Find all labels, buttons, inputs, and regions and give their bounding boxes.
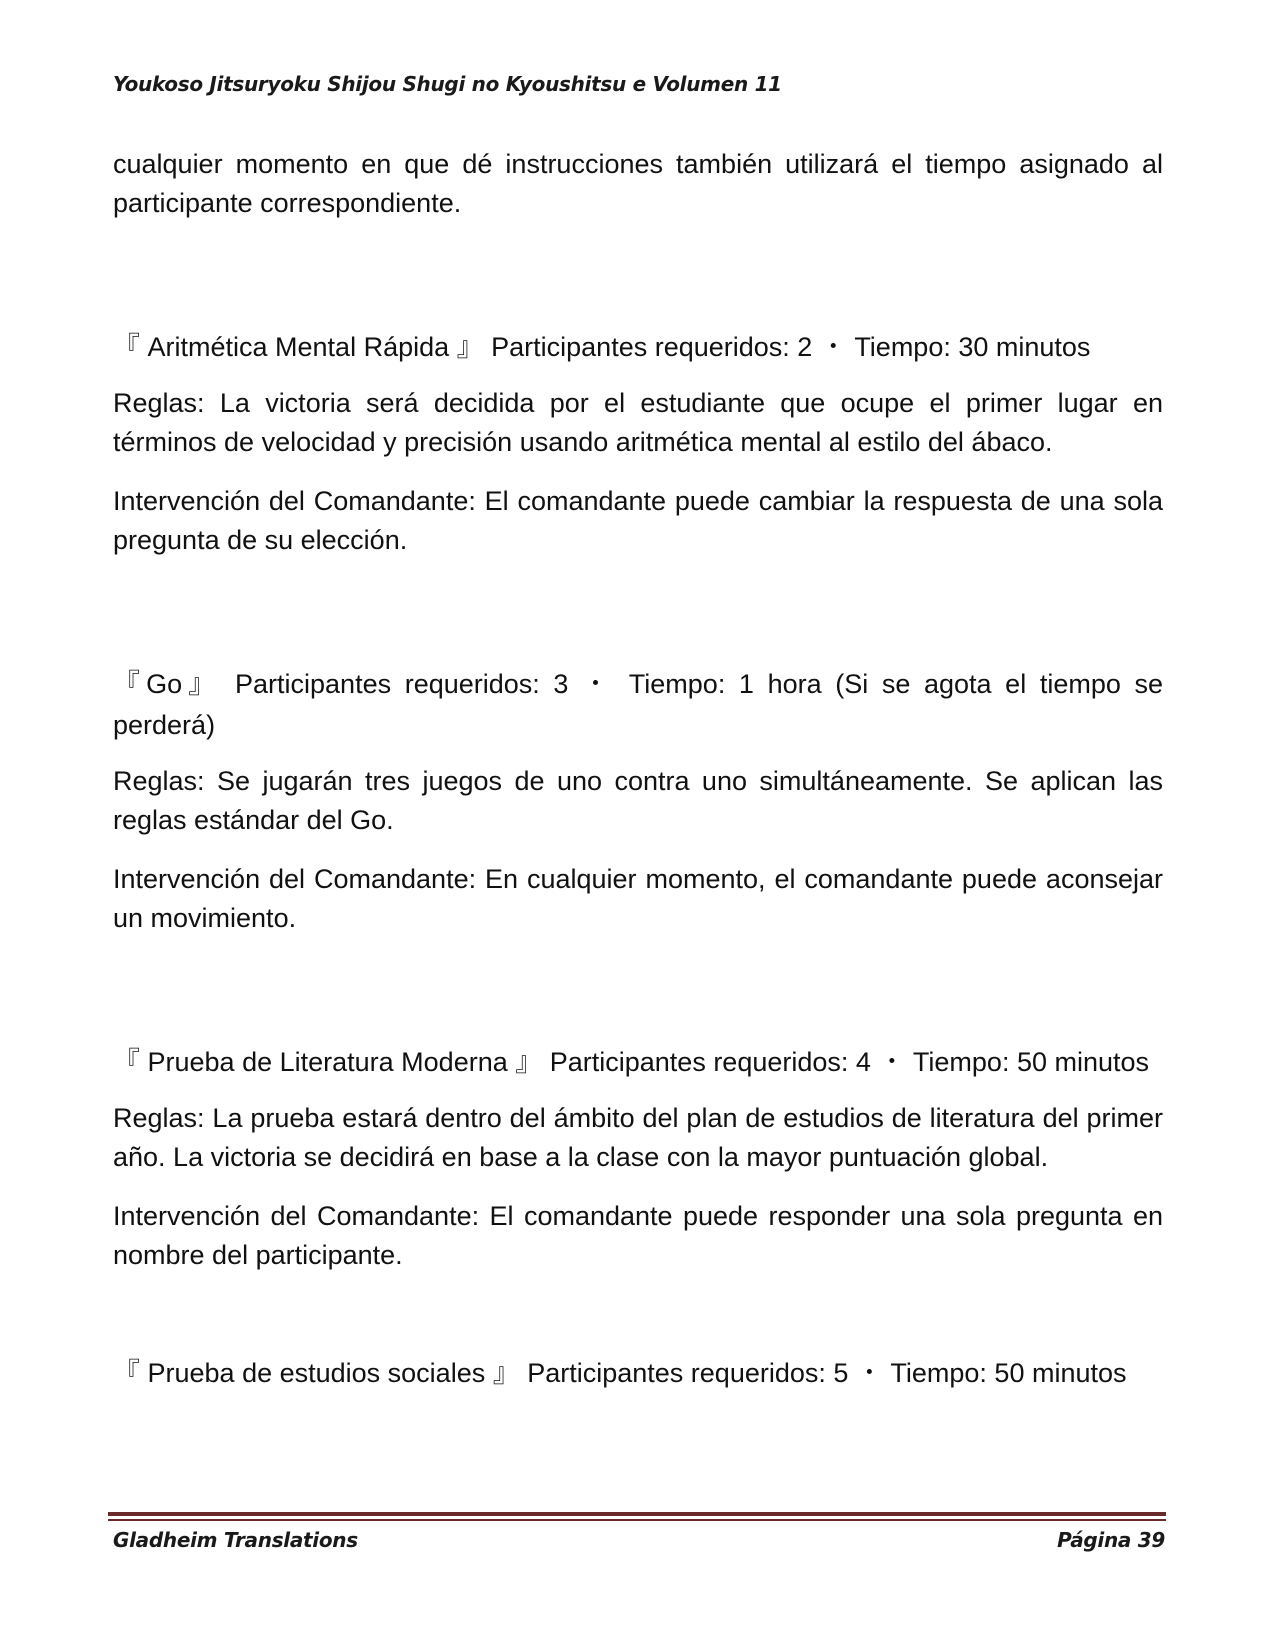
running-header-title: Youkoso Jitsuryoku Shijou Shugi no Kyoushitsu e Volumen 11 — [113, 72, 782, 96]
section-social-studies — [113, 1353, 1163, 1394]
intro-paragraph: cualquier momento en que dé instrucciones también utilizará el tiempo asignado al participante correspondiente. — [113, 149, 1163, 218]
section-rules: Reglas: Se jugarán tres juegos de uno contra uno simultáneamente. Se aplican las reglas estándar del Go. — [113, 766, 1163, 835]
section-spacer — [113, 1295, 1163, 1353]
section-rules: Reglas: La victoria será decidida por el estudiante que ocupe el primer lugar en términos de velocidad y precisión usando aritmética mental al estilo del ábaco. — [113, 388, 1163, 457]
section-rules: Reglas: La prueba estará dentro del ámbito del plan de estudios de literatura del primer año. La victoria se decidirá en base a la clase con la mayor puntuación global. — [113, 1103, 1163, 1172]
section-spacer — [113, 958, 1163, 1042]
section-heading: 『Go』 Participantes requeridos: 3 ・ Tiempo: 1 hora (Si se agota el tiempo se perderá) — [113, 669, 1163, 740]
section-spacer — [113, 580, 1163, 664]
section-intervention: Intervención del Comandante: El comandante puede responder una sola pregunta en nombre del participante. — [113, 1201, 1163, 1270]
footer-rule-thin — [108, 1519, 1166, 1521]
section-heading: 『 Prueba de estudios sociales 』 Participantes requeridos: 5 ・ Tiempo: 50 minutos — [113, 1358, 1127, 1388]
section-heading: 『 Aritmética Mental Rápida 』 Participantes requeridos: 2 ・ Tiempo: 30 minutos — [113, 332, 1091, 362]
section-intervention: Intervención del Comandante: El comandante puede cambiar la respuesta de una sola pregunta de su elección. — [113, 486, 1163, 555]
footer-rule-thick — [108, 1512, 1166, 1516]
page-body — [113, 145, 1163, 1410]
footer-page-number: Página 39 — [1057, 1528, 1165, 1552]
section-intervention: Intervención del Comandante: En cualquier momento, el comandante puede aconsejar un movimiento. — [113, 864, 1163, 933]
section-mental-arithmetic — [113, 327, 1163, 560]
section-heading: 『 Prueba de Literatura Moderna 』 Participantes requeridos: 4 ・ Tiempo: 50 minutos — [113, 1047, 1150, 1077]
section-modern-literature — [113, 1042, 1163, 1275]
section-go — [113, 664, 1163, 938]
footer-publisher: Gladheim Translations — [113, 1528, 358, 1552]
section-spacer — [113, 243, 1163, 327]
